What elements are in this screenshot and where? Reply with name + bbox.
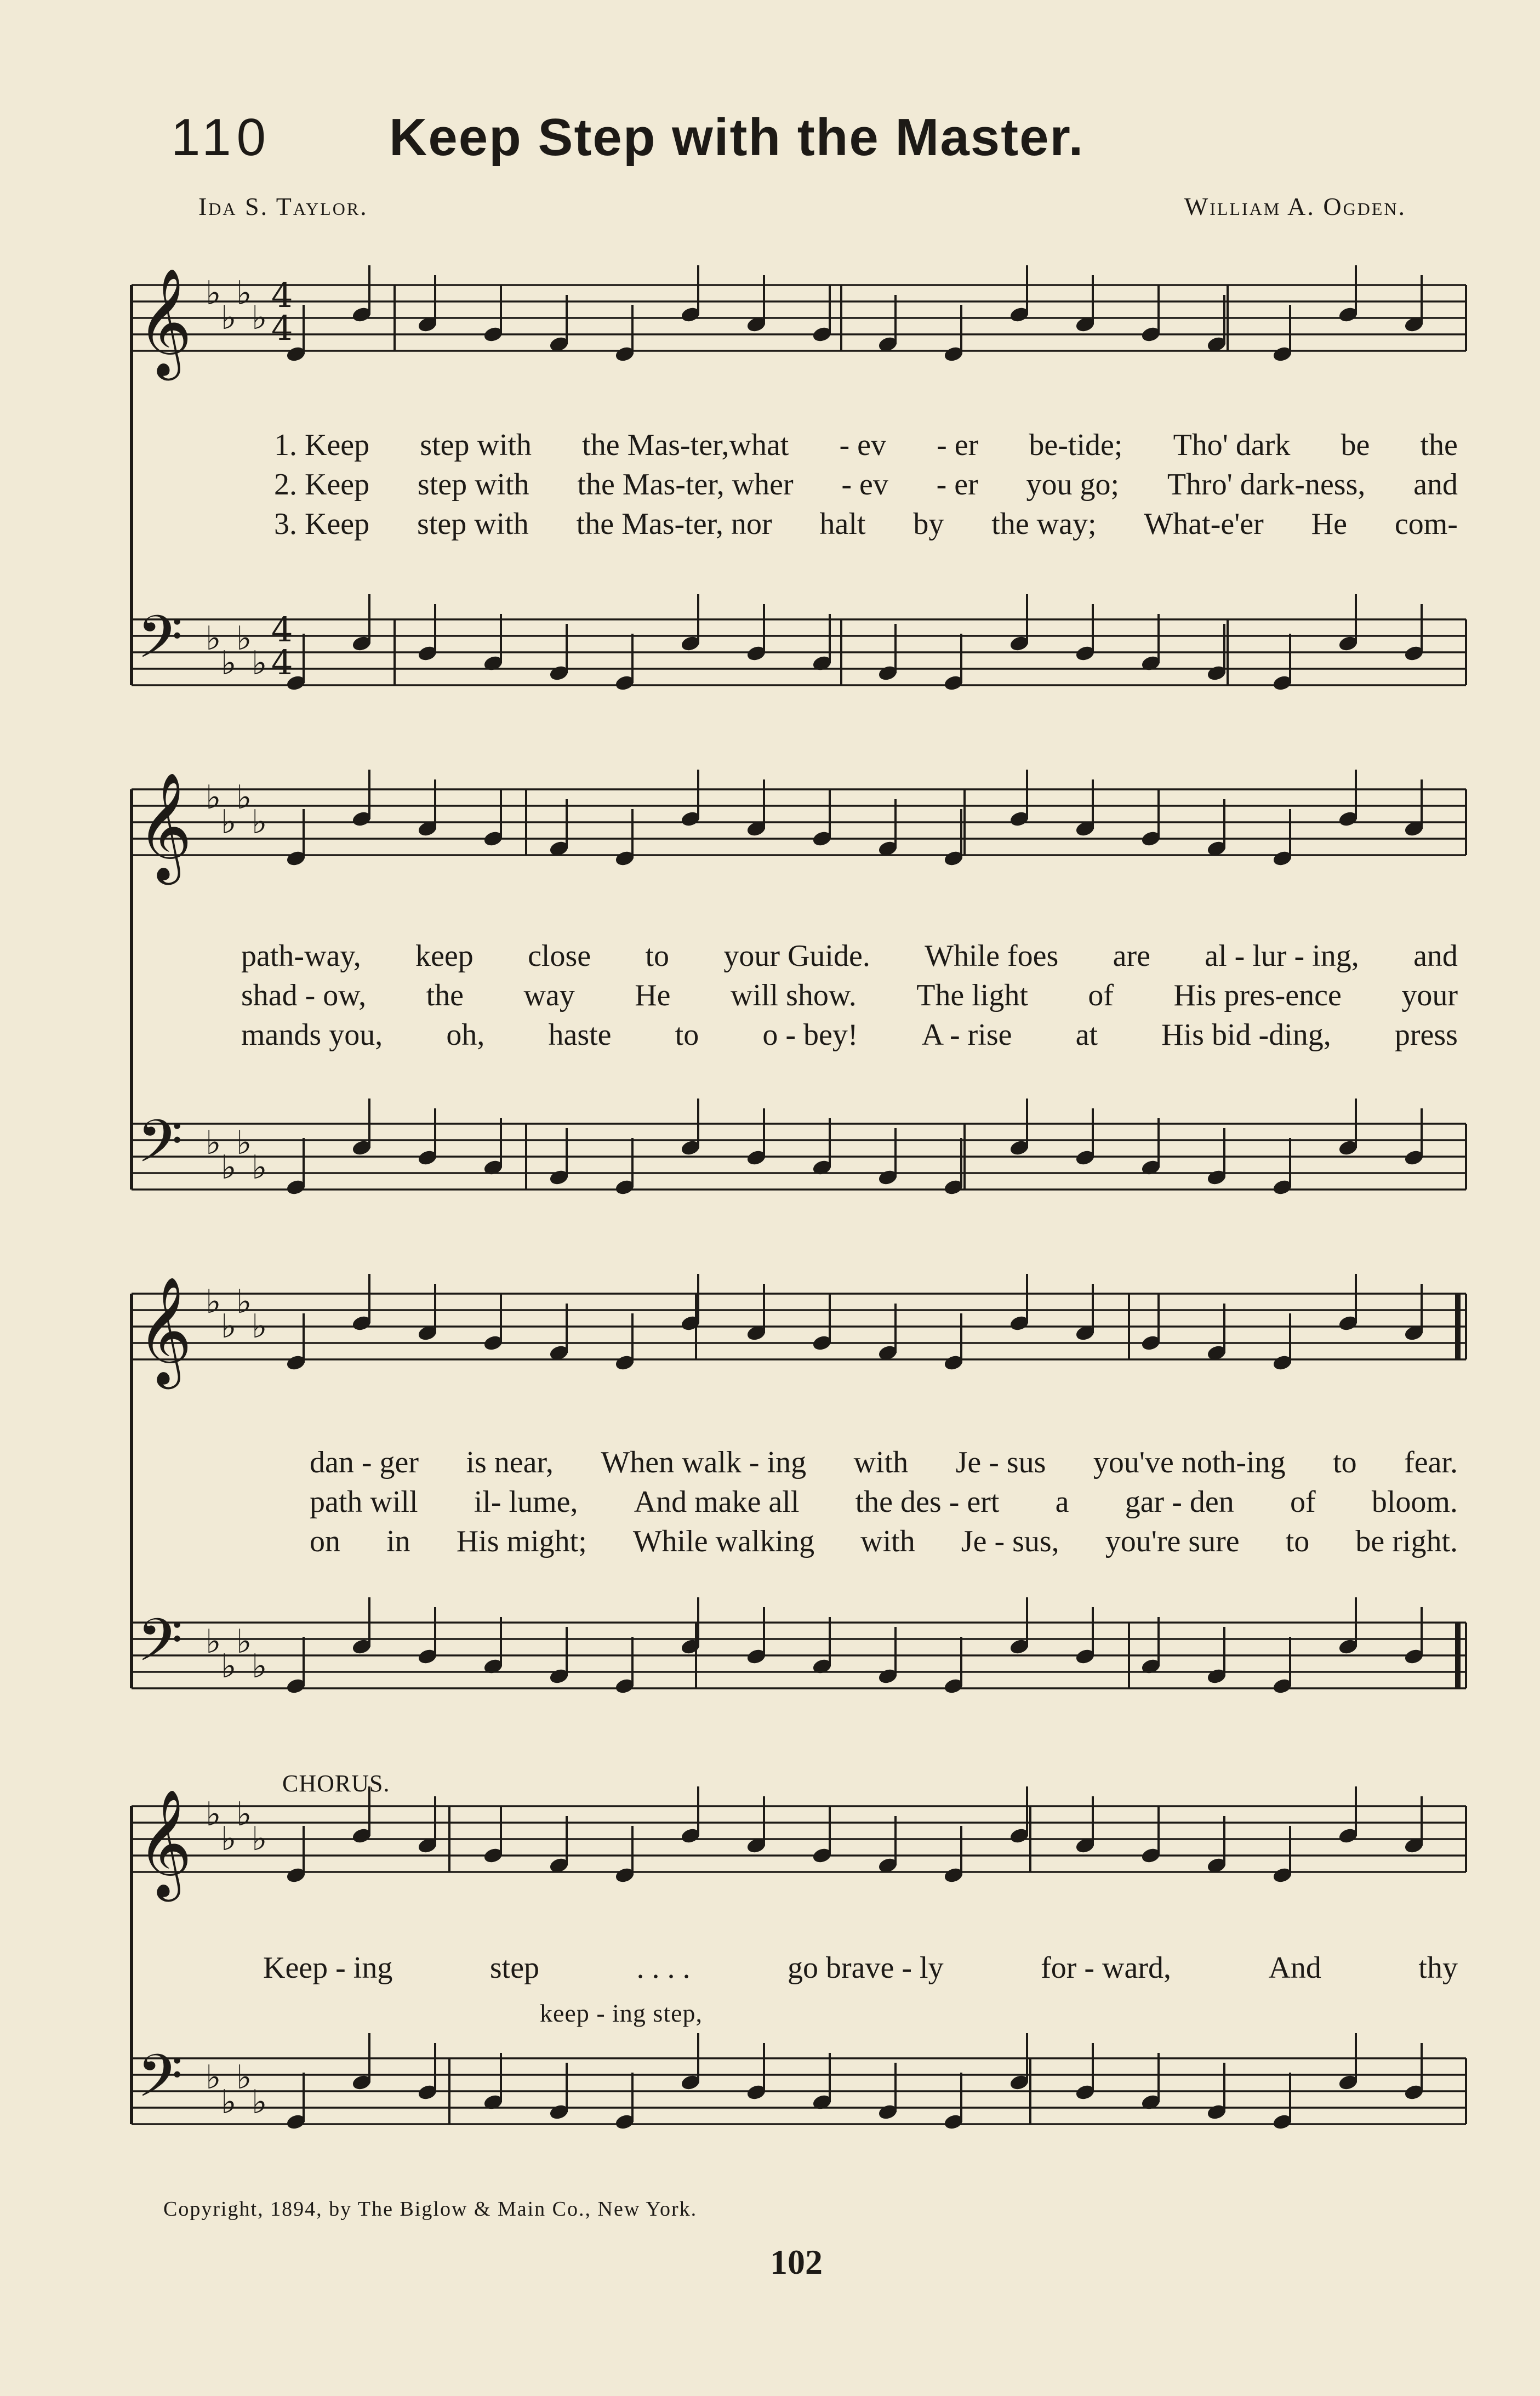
lyric-syllable: dan - ger xyxy=(310,1445,419,1479)
lyric-syllable: . . . . xyxy=(636,1951,691,1985)
music-glyph: 𝄞 xyxy=(137,268,192,376)
music-glyph: 𝄢 xyxy=(137,1606,183,1689)
page-number: 102 xyxy=(770,2243,823,2281)
music-glyph: ♭ xyxy=(252,1647,267,1686)
copyright-notice: Copyright, 1894, by The Biglow & Main Co., New York. xyxy=(163,2198,698,2221)
lyric-syllable: step with xyxy=(417,468,529,502)
music-glyph: ♭ xyxy=(206,1623,221,1661)
lyric-syllable: Thro' dark-ness, xyxy=(1167,468,1366,502)
lyric-syllable: 1. Keep xyxy=(274,428,370,462)
music-glyph: ♭ xyxy=(221,299,237,337)
music-glyph: ♭ xyxy=(236,1124,252,1162)
music-glyph: 𝄞 xyxy=(137,1789,192,1897)
lyric-syllable: you've noth-ing xyxy=(1093,1445,1286,1479)
lyric-syllable: step with xyxy=(420,428,532,462)
music-glyph: ♭ xyxy=(221,1148,237,1187)
lyric-syllable: your Guide. xyxy=(723,939,870,973)
music-glyph: ♭ xyxy=(206,274,221,312)
music-glyph: ♭ xyxy=(221,644,237,682)
lyric-syllable: by xyxy=(913,507,944,541)
lyric-syllable: o - bey! xyxy=(762,1018,858,1052)
lyric-syllable: be xyxy=(1341,428,1370,462)
lyric-syllable: step xyxy=(489,1951,540,1985)
lyric-syllable: is near, xyxy=(466,1445,554,1479)
lyric-syllable: with xyxy=(860,1524,915,1558)
music-glyph: 4 xyxy=(271,308,293,348)
lyric-line-s1-v1 xyxy=(274,428,1458,463)
lyric-syllable: 3. Keep xyxy=(274,507,370,541)
lyric-syllable: the Mas-ter, wher xyxy=(577,468,794,502)
lyric-syllable: the way; xyxy=(991,507,1097,541)
music-glyph: ♭ xyxy=(252,644,267,682)
author-credit: Ida S. Taylor. xyxy=(198,192,368,220)
music-glyph: ♭ xyxy=(221,1307,237,1346)
music-glyph: ♭ xyxy=(252,1148,267,1187)
lyric-syllable: to xyxy=(1333,1445,1357,1479)
lyric-syllable: be right. xyxy=(1355,1524,1458,1558)
lyric-syllable: Je - sus xyxy=(955,1445,1046,1479)
lyric-syllable: Keep - ing xyxy=(263,1951,393,1985)
music-glyph: ♭ xyxy=(221,2083,237,2121)
composer-credit: William A. Ogden. xyxy=(1184,192,1406,220)
lyric-syllable: A - rise xyxy=(921,1018,1012,1052)
music-glyph: 4 xyxy=(271,610,293,650)
lyric-syllable: - ev xyxy=(839,428,886,462)
music-glyph: ♭ xyxy=(236,1283,252,1321)
lyric-syllable: He xyxy=(1311,507,1347,541)
lyric-syllable: of xyxy=(1088,978,1114,1012)
lyric-syllable: When walk - ing xyxy=(601,1445,807,1479)
hymn-number: 110 xyxy=(171,108,272,167)
music-glyph: ♭ xyxy=(236,1795,252,1834)
music-glyph: 𝄢 xyxy=(137,602,183,686)
lyric-syllable: path will xyxy=(310,1485,418,1519)
lyric-line-s3-v1 xyxy=(310,1445,1458,1480)
lyric-syllable: way xyxy=(523,978,575,1012)
music-glyph: 𝄢 xyxy=(137,2041,183,2125)
lyric-syllable: While foes xyxy=(925,939,1059,973)
lyric-syllable: While walking xyxy=(632,1524,815,1558)
music-glyph: ♭ xyxy=(236,2058,252,2097)
lyric-syllable: Tho' dark xyxy=(1173,428,1291,462)
lyric-syllable: of xyxy=(1290,1485,1316,1519)
music-glyph: ♭ xyxy=(206,2058,221,2097)
lyric-syllable: at xyxy=(1075,1018,1098,1052)
lyric-line-s3-v3 xyxy=(310,1524,1458,1559)
lyric-syllable: 2. Keep xyxy=(274,468,370,502)
lyric-syllable: And make all xyxy=(634,1485,800,1519)
chorus-label: CHORUS. xyxy=(282,1770,390,1797)
lyric-syllable: path-way, xyxy=(241,939,361,973)
lyric-syllable: His pres-ence xyxy=(1173,978,1342,1012)
lyric-syllable: al - lur - ing, xyxy=(1205,939,1359,973)
lyric-syllable: keep xyxy=(415,939,474,973)
music-glyph: ♭ xyxy=(252,803,267,841)
lyric-syllable: - er xyxy=(937,428,979,462)
lyric-line-s3-v2 xyxy=(310,1484,1458,1519)
lyric-syllable: Je - sus, xyxy=(961,1524,1059,1558)
music-glyph: ♭ xyxy=(236,619,252,658)
lyric-syllable: the xyxy=(1420,428,1458,462)
lyric-syllable: il- lume, xyxy=(474,1485,578,1519)
lyric-syllable: and xyxy=(1413,468,1458,502)
lyric-syllable: the xyxy=(426,978,464,1012)
lyric-syllable: the Mas-ter, nor xyxy=(576,507,772,541)
lyric-syllable: a xyxy=(1055,1485,1069,1519)
music-glyph: ♭ xyxy=(236,1623,252,1661)
music-glyph: ♭ xyxy=(206,1124,221,1162)
lyric-syllable: His might; xyxy=(456,1524,587,1558)
lyric-syllable: are xyxy=(1113,939,1150,973)
lyric-syllable: - ev xyxy=(841,468,888,502)
lyric-syllable: com- xyxy=(1394,507,1458,541)
lyric-line-s2-v2 xyxy=(241,978,1458,1013)
lyric-syllable: haste xyxy=(548,1018,612,1052)
lyric-syllable: for - ward, xyxy=(1041,1951,1171,1985)
lyric-syllable: your xyxy=(1401,978,1458,1012)
lyric-syllable: thy xyxy=(1418,1951,1458,1985)
lyric-syllable: - er xyxy=(936,468,978,502)
music-glyph: 𝄞 xyxy=(137,772,192,880)
lyric-syllable: on xyxy=(310,1524,340,1558)
music-glyph: ♭ xyxy=(236,778,252,817)
music-glyph: ♭ xyxy=(221,803,237,841)
lyric-line-s1-v2 xyxy=(274,467,1458,502)
lyric-syllable: press xyxy=(1394,1018,1458,1052)
lyric-syllable: gar - den xyxy=(1125,1485,1234,1519)
lyric-line-s1-v3 xyxy=(274,506,1458,542)
lyric-syllable: His bid -ding, xyxy=(1161,1018,1331,1052)
lyric-syllable: The light xyxy=(916,978,1028,1012)
lyric-syllable: you're sure xyxy=(1105,1524,1240,1558)
lyric-syllable: the Mas-ter,what xyxy=(582,428,789,462)
lyric-syllable: with xyxy=(853,1445,909,1479)
music-glyph: 𝄞 xyxy=(137,1276,192,1385)
music-glyph: 4 xyxy=(271,642,293,682)
lyric-syllable: bloom. xyxy=(1371,1485,1458,1519)
lyric-syllable: be-tide; xyxy=(1029,428,1123,462)
lyric-line-s2-v1 xyxy=(241,938,1458,974)
music-glyph: ♭ xyxy=(221,1647,237,1686)
music-glyph: ♭ xyxy=(206,1283,221,1321)
music-glyph: ♭ xyxy=(252,299,267,337)
lyric-syllable: to xyxy=(645,939,670,973)
chorus-under-lyric: keep - ing step, xyxy=(540,1999,703,2027)
lyric-syllable: the des - ert xyxy=(855,1485,1000,1519)
music-glyph: 4 xyxy=(271,275,293,315)
lyric-syllable: He xyxy=(635,978,671,1012)
music-glyph: ♭ xyxy=(221,1820,237,1858)
lyric-syllable: go brave - ly xyxy=(788,1951,944,1985)
lyric-syllable: mands you, xyxy=(241,1018,383,1052)
music-glyph: ♭ xyxy=(252,1307,267,1346)
lyric-line-s4-v1 xyxy=(263,1950,1458,1985)
lyric-syllable: What-e'er xyxy=(1144,507,1264,541)
music-glyph: ♭ xyxy=(252,2083,267,2121)
music-glyph: ♭ xyxy=(206,1795,221,1834)
lyric-syllable: oh, xyxy=(446,1018,485,1052)
lyric-syllable: and xyxy=(1413,939,1458,973)
music-glyph: ♭ xyxy=(252,1820,267,1858)
lyric-line-s2-v3 xyxy=(241,1017,1458,1052)
lyric-syllable: step with xyxy=(417,507,529,541)
lyric-syllable: shad - ow, xyxy=(241,978,367,1012)
music-glyph: 𝄢 xyxy=(137,1107,183,1190)
lyric-syllable: fear. xyxy=(1404,1445,1458,1479)
music-glyph: ♭ xyxy=(236,274,252,312)
music-glyph: ♭ xyxy=(206,619,221,658)
lyric-syllable: to xyxy=(675,1018,699,1052)
lyric-syllable: halt xyxy=(819,507,866,541)
music-glyph: ♭ xyxy=(206,778,221,817)
lyric-syllable: in xyxy=(386,1524,410,1558)
lyric-syllable: to xyxy=(1285,1524,1310,1558)
hymn-title: Keep Step with the Master. xyxy=(389,108,1085,167)
lyric-syllable: you go; xyxy=(1026,468,1120,502)
lyric-syllable: close xyxy=(528,939,591,973)
lyric-syllable: And xyxy=(1268,1951,1321,1985)
lyric-syllable: will show. xyxy=(731,978,857,1012)
